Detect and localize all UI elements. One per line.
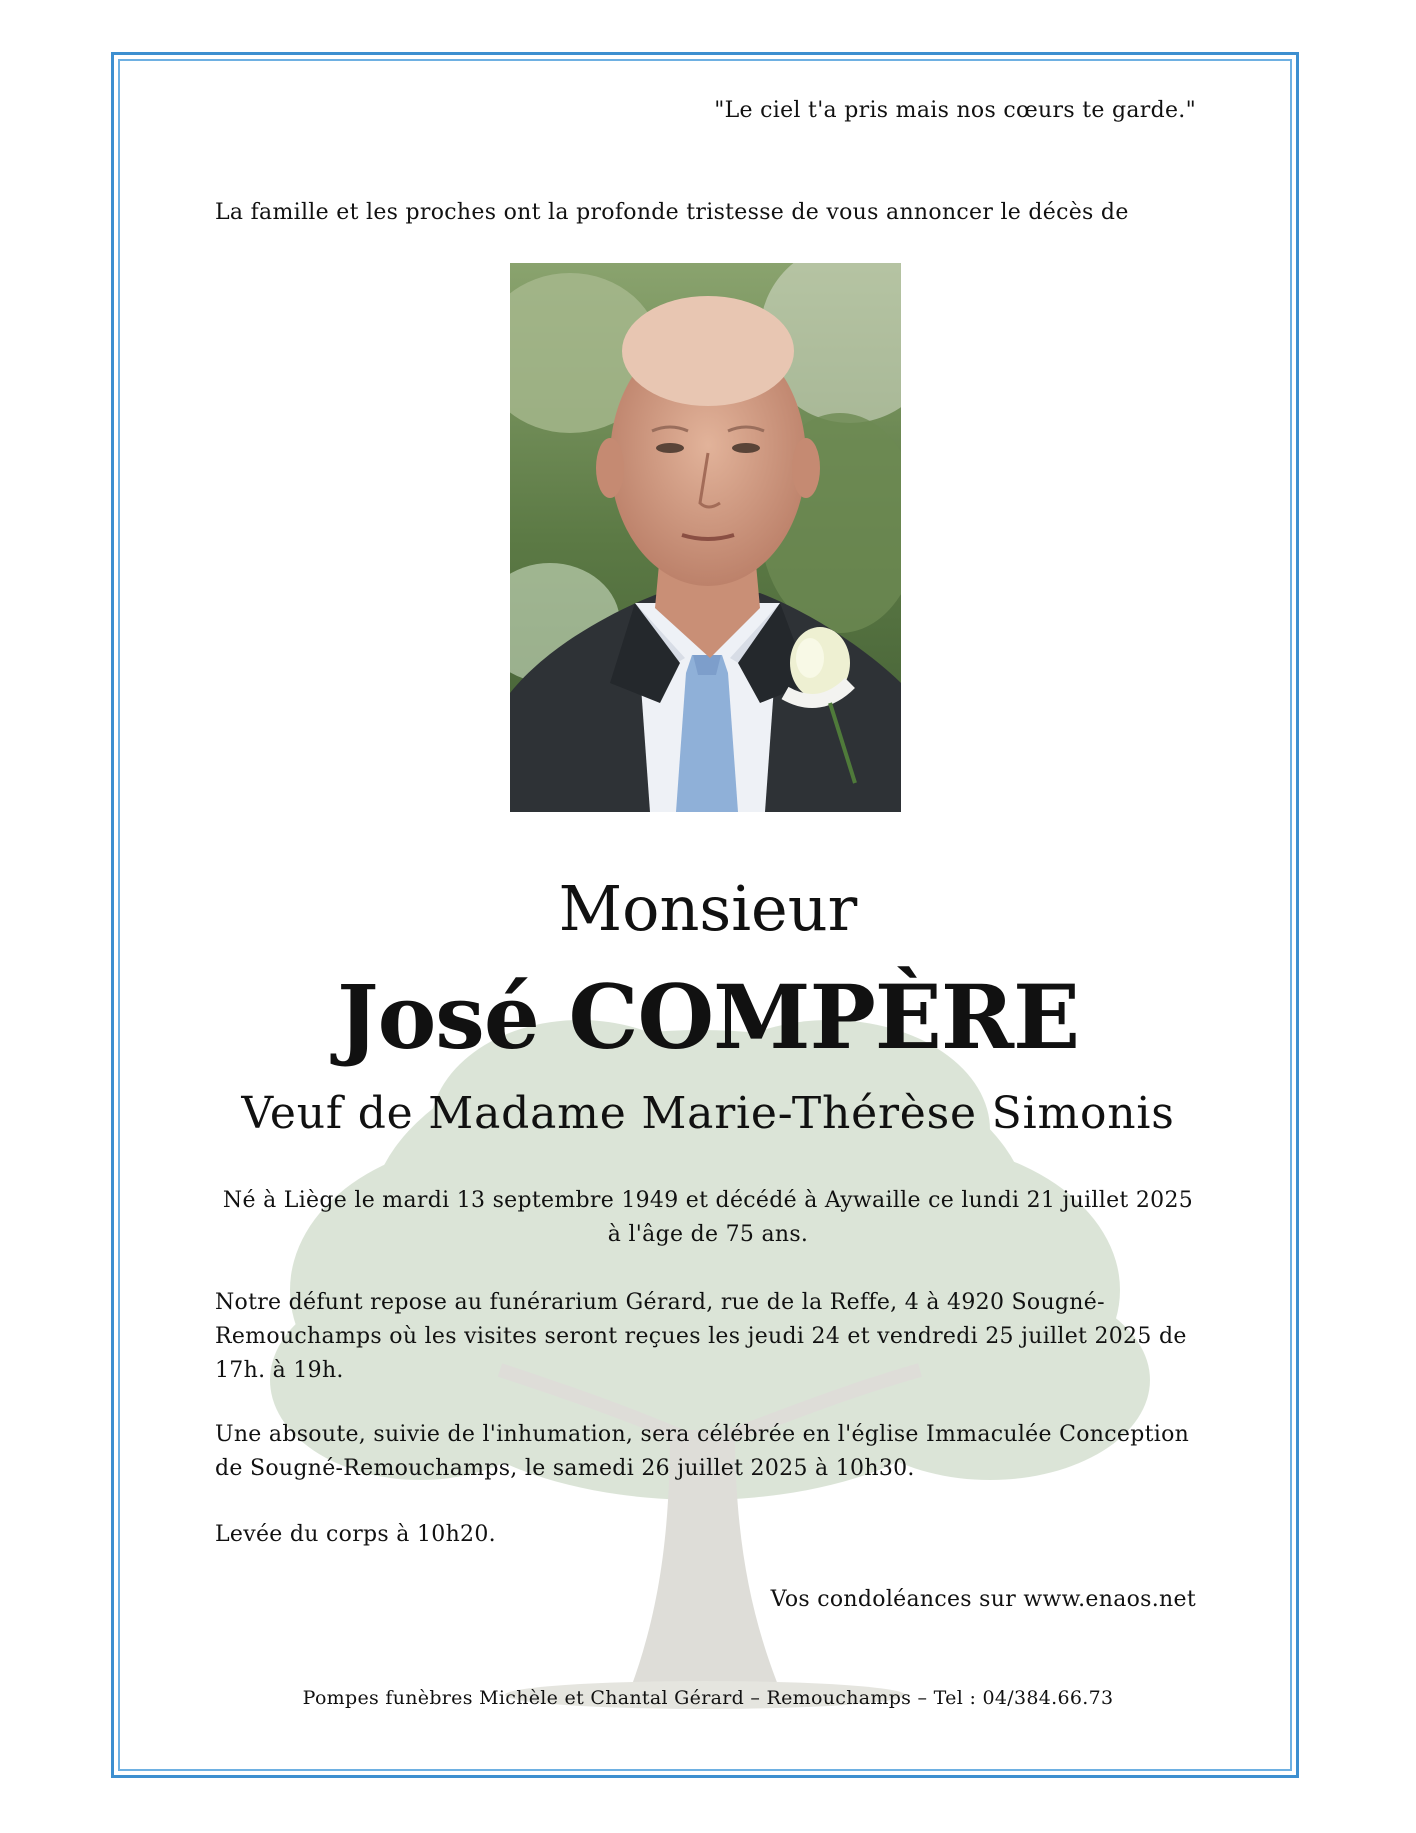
- deceased-name: José COMPÈRE: [336, 965, 1080, 1069]
- funeral-home-footer: Pompes funèbres Michèle et Chantal Gérard – Remouchamps – Tel : 04/384.66.73: [302, 1687, 1114, 1709]
- birth-death-line: Né à Liège le mardi 13 septembre 1949 et décédé à Aywaille ce lundi 21 juillet 2025: [222, 1188, 1194, 1213]
- birth-death-info: [0, 1184, 1416, 1252]
- departure-paragraph: Levée du corps à 10h20.: [215, 1522, 496, 1547]
- ceremony-paragraph: Une absoute, suivie de l'inhumation, sera célébrée en l'église Immaculée Conception de Sougné-Remouchamps, le samedi 26 juillet 2025 à 10h30.: [215, 1422, 1190, 1481]
- announcement-intro: La famille et les proches ont la profonde tristesse de vous annoncer le décès de: [215, 200, 1129, 225]
- age-line: à l'âge de 75 ans.: [607, 1222, 809, 1247]
- epigraph-quote: "Le ciel t'a pris mais nos cœurs te garde.": [714, 98, 1196, 123]
- civility-title: Monsieur: [558, 872, 858, 945]
- portrait-photo: [510, 263, 901, 812]
- widow-of-line: Veuf de Madame Marie-Thérèse Simonis: [241, 1088, 1175, 1139]
- visits-paragraph: Notre défunt repose au funérarium Gérard, rue de la Reffe, 4 à 4920 Sougné-Remouchamps où les visites seront reçues les jeudi 24 et vendredi 25 juillet 2025 de 17h. à 19h.: [215, 1290, 1187, 1383]
- condolences-link[interactable]: Vos condoléances sur www.enaos.net: [770, 1587, 1196, 1612]
